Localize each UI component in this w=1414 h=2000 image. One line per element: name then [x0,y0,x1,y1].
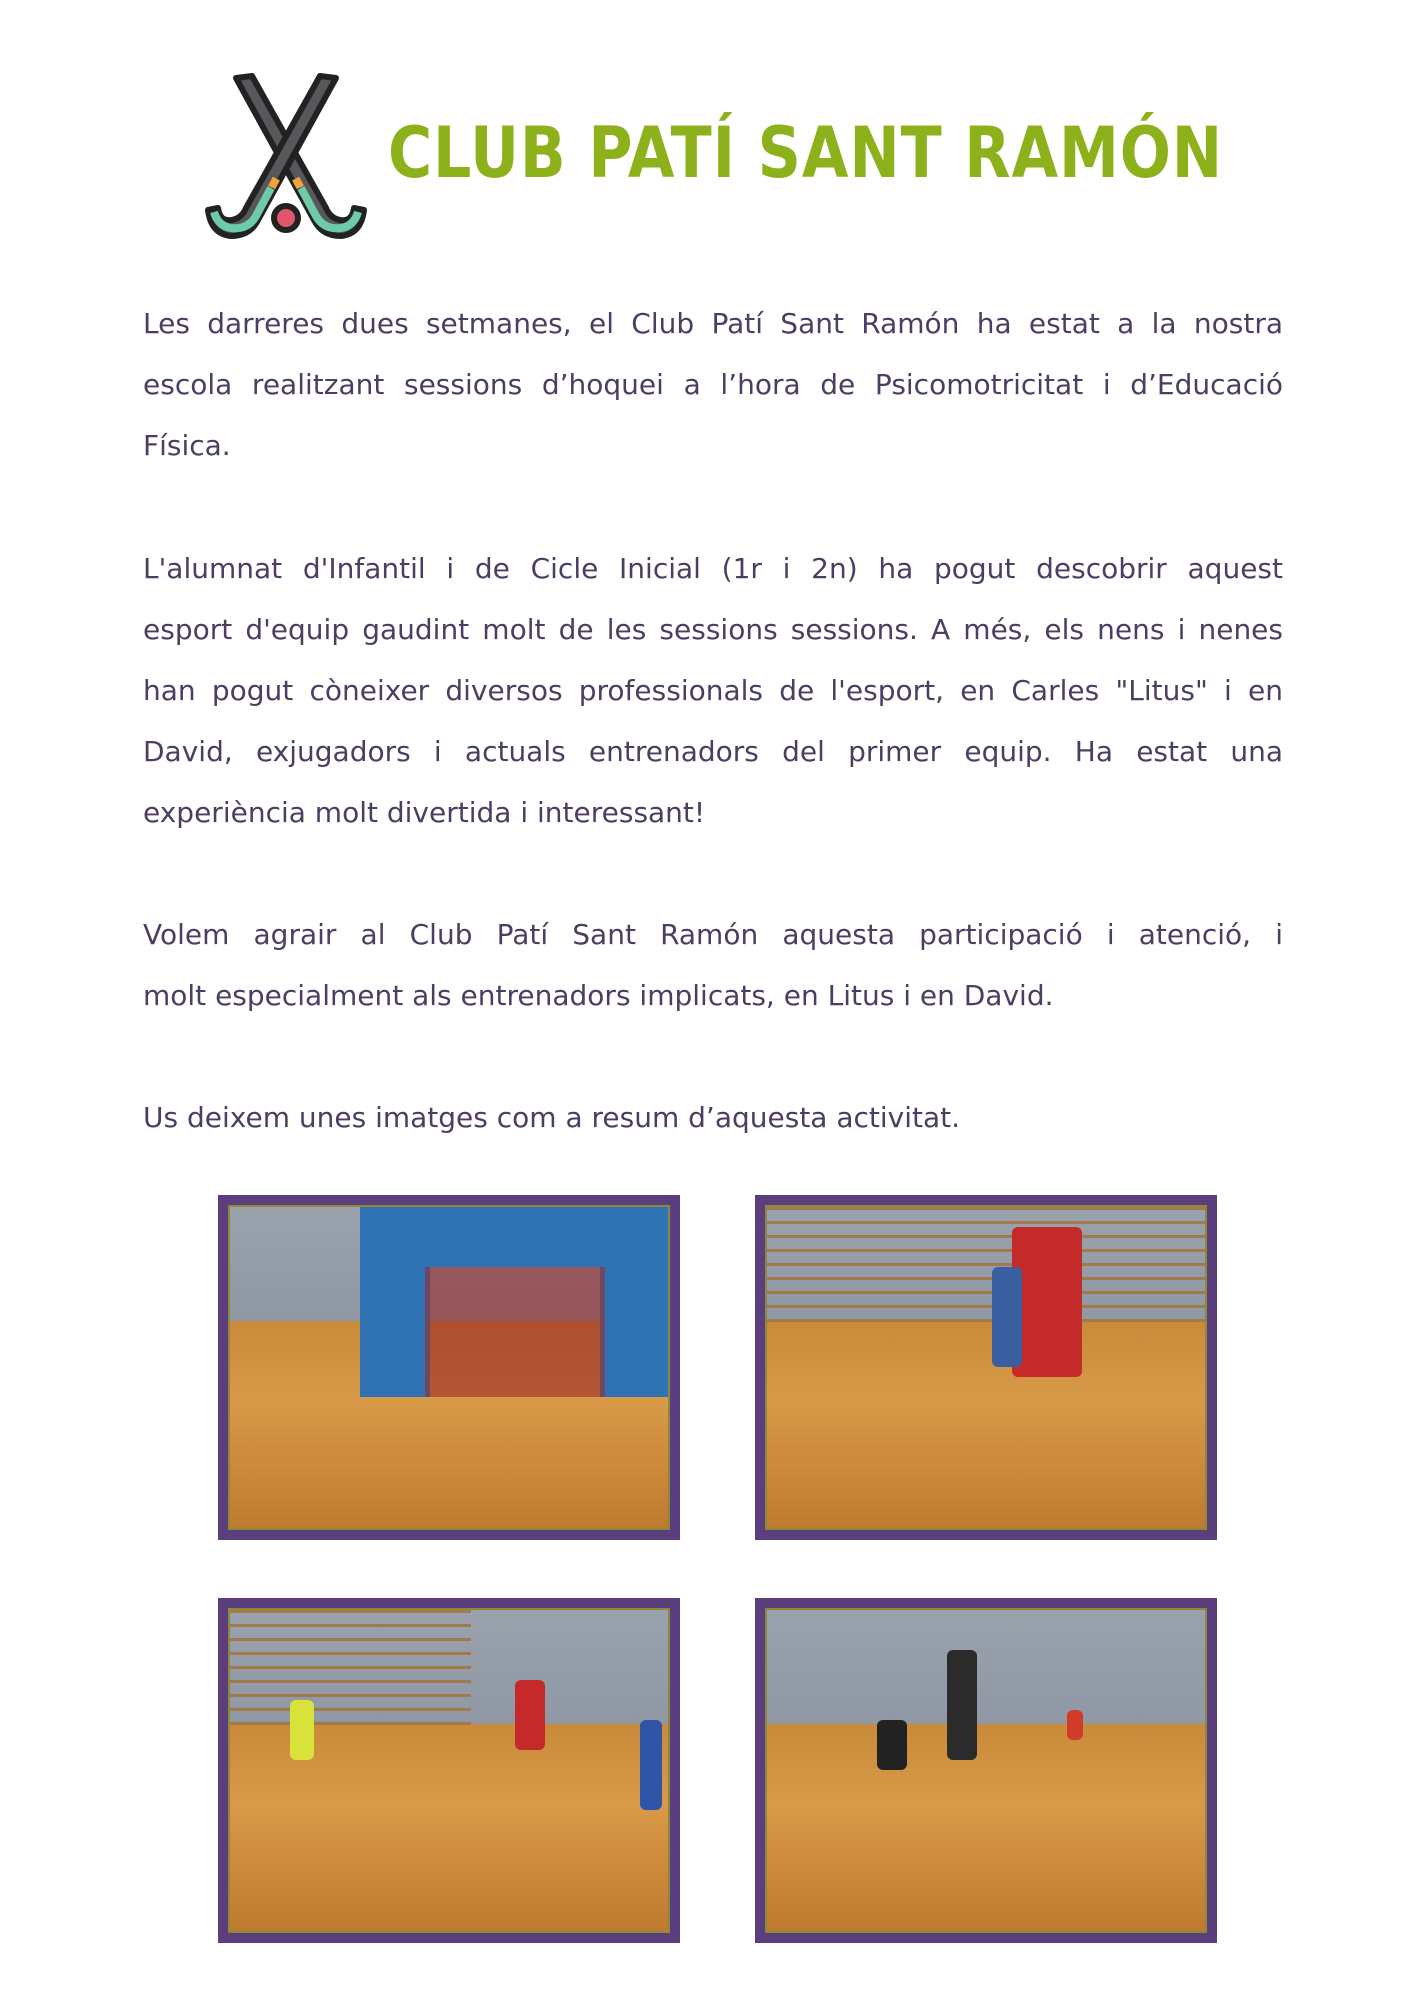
photo-children-playing [228,1608,670,1933]
text-line: molt especialment als entrenadors implicats, en Litus i en David. [143,979,1054,1012]
thanks-paragraph [143,904,1283,1026]
text-line: Les darreres dues setmanes, el Club Patí Sant Ramón ha estat a la nostra [143,307,1283,340]
text-line: escola realitzant sessions d’hoquei a l’hora de Psicomotricitat i d’Educació [143,368,1283,401]
text-line: Volem agrair al Club Patí Sant Ramón aquesta participació i atenció, i [143,918,1283,951]
text-line: han pogut còneixer diversos professionals de l'esport, en Carles "Litus" i en [143,674,1283,707]
intro-paragraph [143,293,1283,476]
crossed-hockey-sticks-icon [196,70,376,245]
text-line: experiència molt divertida i interessant! [143,796,706,829]
photo-frame [755,1195,1217,1540]
photo-frame [218,1598,680,1943]
page-title: CLUB PATÍ SANT RAMÓN [388,112,1224,194]
closing-paragraph [143,1087,1283,1148]
text-line: L'alumnat d'Infantil i de Cicle Inicial (1r i 2n) ha pogut descobrir aquest [143,552,1283,585]
photo-mat-tunnel [228,1205,670,1530]
photo-coach-and-children [765,1608,1207,1933]
text-line: Física. [143,429,231,462]
photo-coach-skating [765,1205,1207,1530]
text-line: David, exjugadors i actuals entrenadors del primer equip. Ha estat una [143,735,1283,768]
activity-paragraph [143,538,1283,843]
text-line: esport d'equip gaudint molt de les sessions sessions. A més, els nens i nenes [143,613,1283,646]
text-line: Us deixem unes imatges com a resum d’aquesta activitat. [143,1101,961,1134]
photo-frame [755,1598,1217,1943]
photo-frame [218,1195,680,1540]
